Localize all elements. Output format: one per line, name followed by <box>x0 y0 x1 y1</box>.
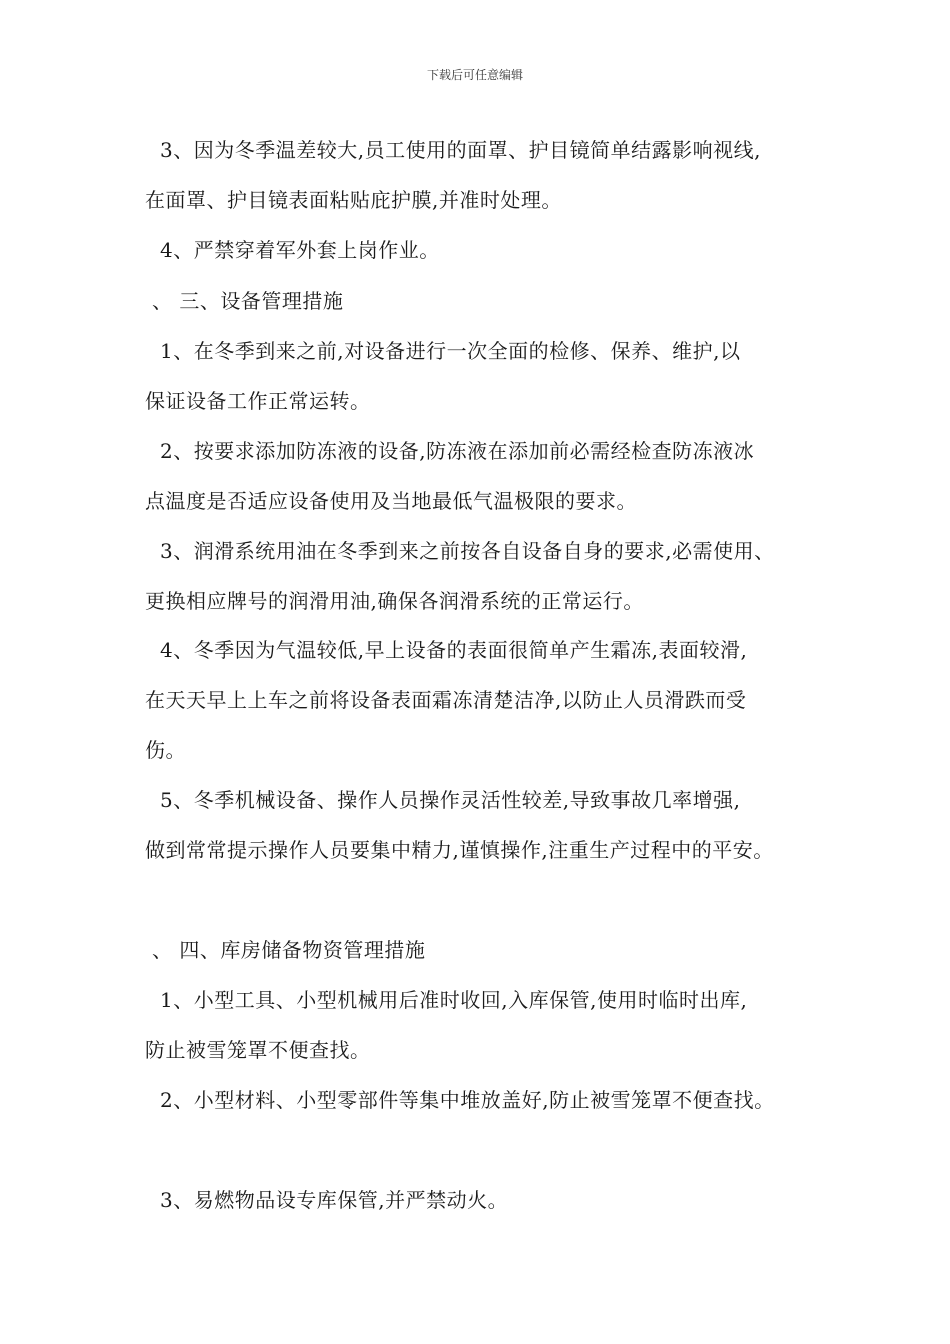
text-line: 4、冬季因为气温较低,早上设备的表面很简单产生霜冻,表面较滑, <box>160 638 748 662</box>
text-line: 做到常常提示操作人员要集中精力,谨慎操作,注重生产过程中的平安。 <box>145 838 774 862</box>
text-line: 更换相应牌号的润滑用油,确保各润滑系统的正常运行。 <box>145 589 644 613</box>
text-line: 4、严禁穿着军外套上岗作业。 <box>160 238 440 262</box>
text-line: 2、按要求添加防冻液的设备,防冻液在添加前必需经检查防冻液冰 <box>160 439 755 463</box>
text-line: 在天天早上上车之前将设备表面霜冻清楚洁净,以防止人员滑跌而受 <box>145 688 747 712</box>
text-line: 2、小型材料、小型零部件等集中堆放盖好,防止被雪笼罩不便查找。 <box>160 1088 775 1112</box>
text-line: 3、润滑系统用油在冬季到来之前按各自设备自身的要求,必需使用、 <box>160 539 775 563</box>
text-line: 防止被雪笼罩不便查找。 <box>145 1038 371 1062</box>
text-line: 保证设备工作正常运转。 <box>145 389 371 413</box>
text-line: 1、小型工具、小型机械用后准时收回,入库保管,使用时临时出库, <box>160 988 748 1012</box>
text-line: 5、冬季机械设备、操作人员操作灵活性较差,导致事故几率增强, <box>160 788 741 812</box>
text-line: 1、在冬季到来之前,对设备进行一次全面的检修、保养、维护,以 <box>160 339 741 363</box>
text-line: 3、易燃物品设专库保管,并严禁动火。 <box>160 1188 509 1212</box>
text-line: 在面罩、护目镜表面粘贴庇护膜,并准时处理。 <box>145 188 562 212</box>
text-line: 3、因为冬季温差较大,员工使用的面罩、护目镜简单结露影响视线, <box>160 138 761 162</box>
section-heading: 、 四、库房储备物资管理措施 <box>152 938 426 962</box>
text-line: 伤。 <box>145 738 186 762</box>
section-heading: 、 三、设备管理措施 <box>152 289 344 313</box>
text-line: 点温度是否适应设备使用及当地最低气温极限的要求。 <box>145 489 637 513</box>
page-header: 下载后可任意编辑 <box>426 68 523 82</box>
